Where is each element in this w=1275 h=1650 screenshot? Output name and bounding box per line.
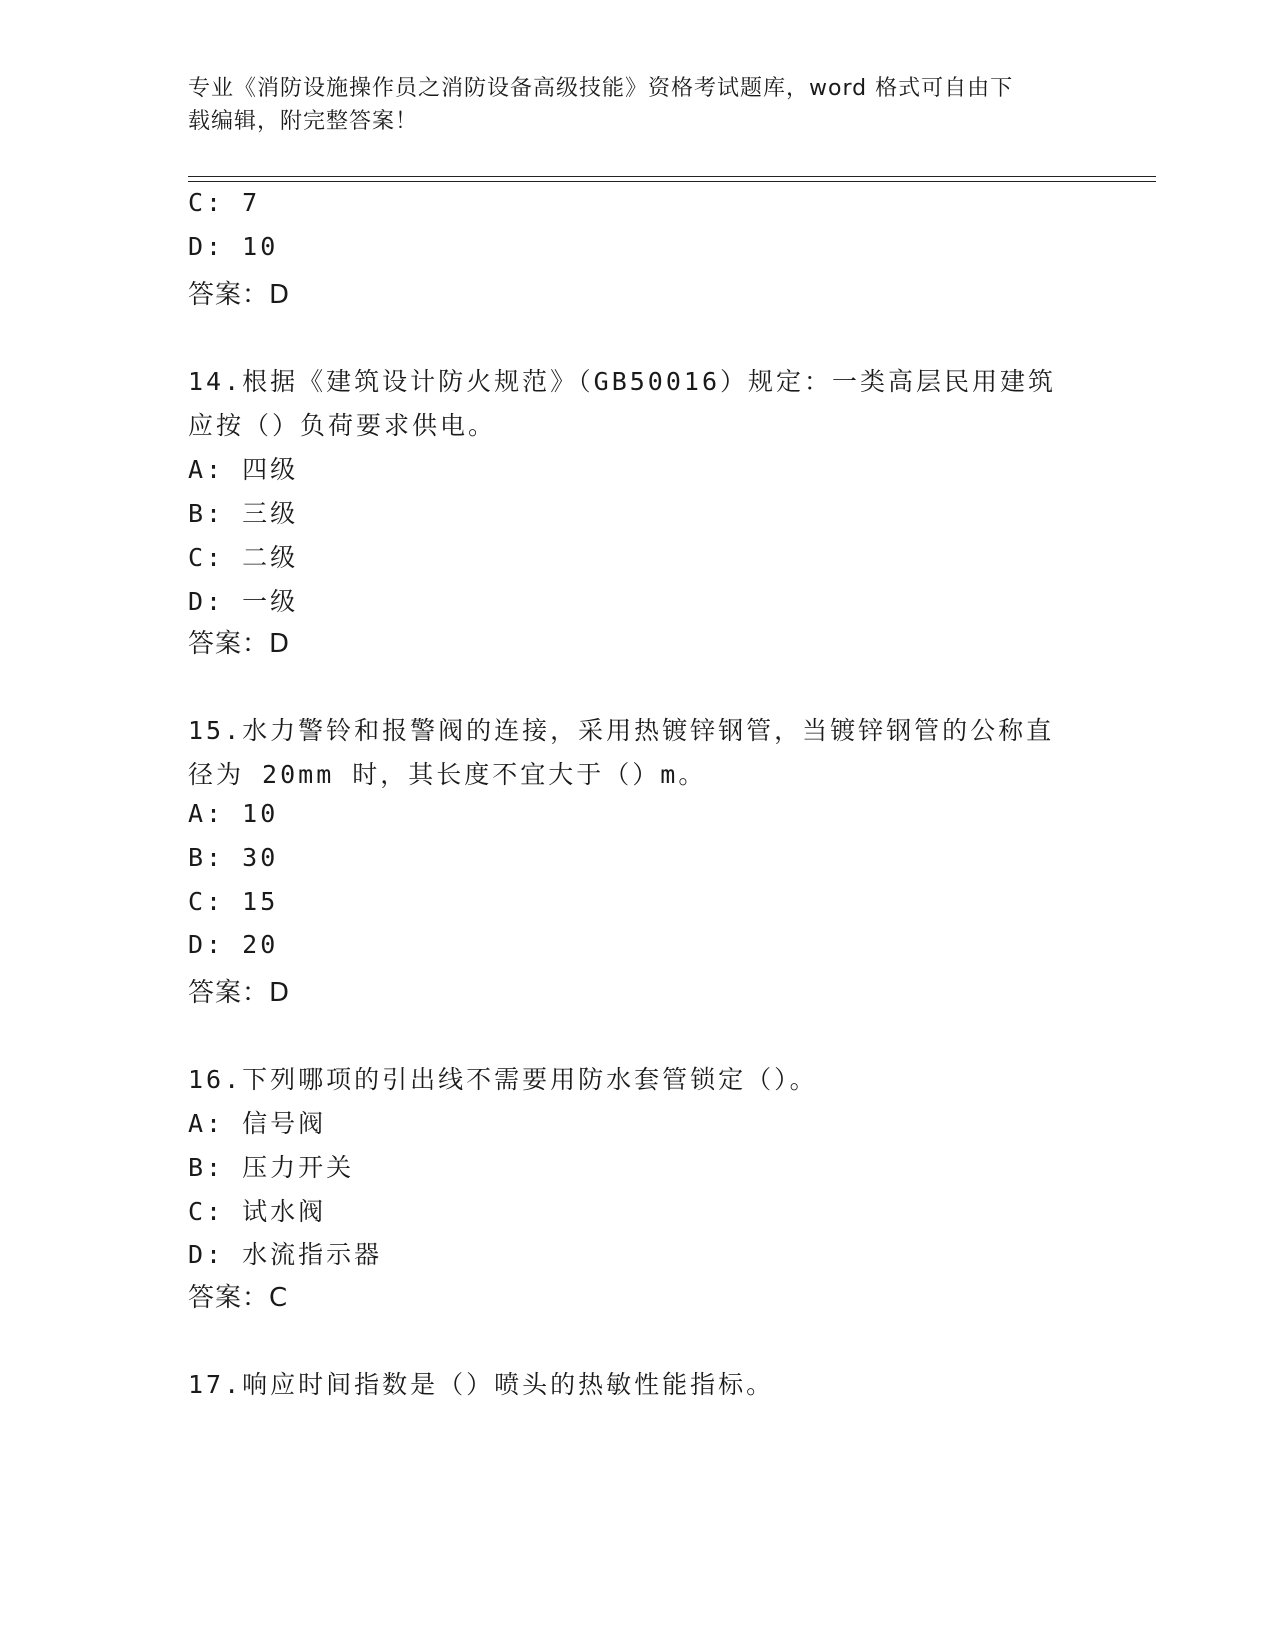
prev-answer: 答案：D <box>188 280 291 310</box>
question-16-stem-line-1: 16.下列哪项的引出线不需要用防水套管锁定（）。 <box>188 1065 818 1094</box>
prev-option-d: D: 10 <box>188 232 279 261</box>
header-line-1: 专业《消防设施操作员之消防设备高级技能》资格考试题库，word 格式可自由下 <box>188 76 1014 101</box>
question-16-option-c: C: 试水阀 <box>188 1197 327 1226</box>
question-15-stem-line-1: 15.水力警铃和报警阀的连接，采用热镀锌钢管，当镀锌钢管的公称直 <box>188 716 1055 745</box>
question-15-answer: 答案：D <box>188 978 291 1008</box>
question-14-option-c: C: 二级 <box>188 543 299 572</box>
question-14-option-b: B: 三级 <box>188 499 299 528</box>
question-14-option-d: D: 一级 <box>188 587 299 616</box>
question-16-answer: 答案：C <box>188 1283 289 1313</box>
question-15-option-b: B: 30 <box>188 843 279 872</box>
question-14-answer: 答案：D <box>188 629 291 659</box>
question-15-option-c: C: 15 <box>188 887 279 916</box>
document-header <box>188 72 1088 138</box>
question-14-stem-line-2: 应按（）负荷要求供电。 <box>188 411 497 440</box>
header-line-2: 载编辑，附完整答案！ <box>188 109 419 134</box>
question-15-option-a: A: 10 <box>188 799 279 828</box>
header-divider-top <box>188 176 1156 177</box>
question-14-stem-line-1: 14.根据《建筑设计防火规范》（GB50016）规定：一类高层民用建筑 <box>188 367 1057 396</box>
question-16-option-d: D: 水流指示器 <box>188 1240 383 1269</box>
question-16-option-b: B: 压力开关 <box>188 1153 355 1182</box>
question-16-option-a: A: 信号阀 <box>188 1109 327 1138</box>
question-14-option-a: A: 四级 <box>188 455 299 484</box>
question-15-option-d: D: 20 <box>188 930 279 959</box>
prev-option-c: C: 7 <box>188 188 261 217</box>
question-17-stem-line-1: 17.响应时间指数是（）喷头的热敏性能指标。 <box>188 1370 775 1399</box>
question-15-stem-line-2: 径为 20mm 时，其长度不宜大于（）m。 <box>188 760 707 789</box>
header-divider-bottom <box>188 181 1156 182</box>
